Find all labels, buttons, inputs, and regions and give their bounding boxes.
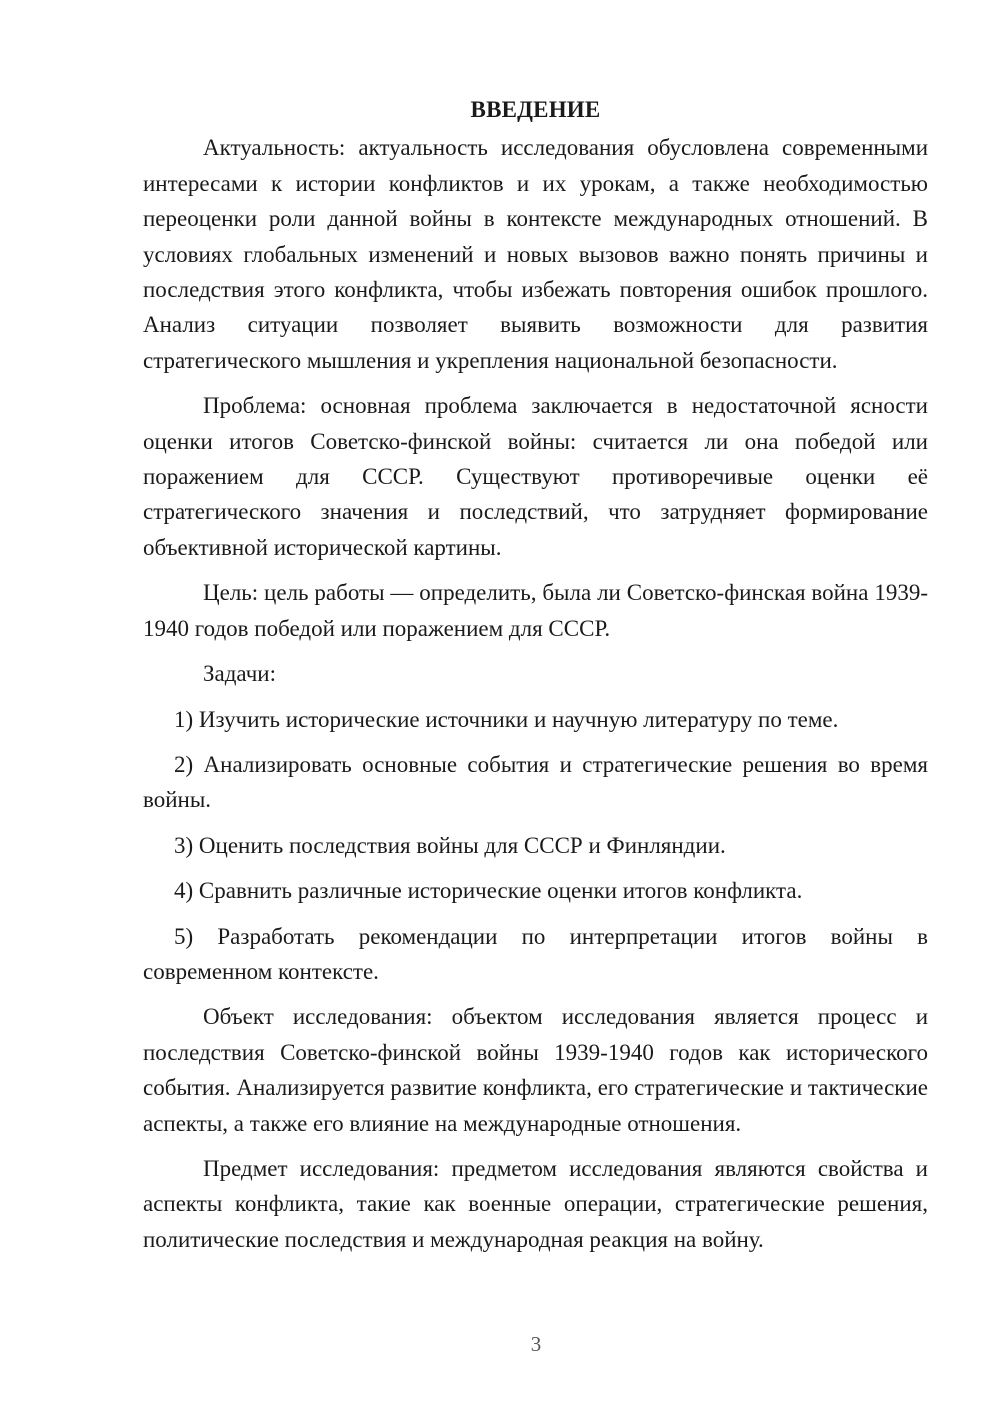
page-number: 3 — [530, 1332, 542, 1356]
section-heading: ВВЕДЕНИЕ — [470, 97, 601, 122]
document-body — [143, 92, 928, 1267]
task-item-3: 3) Оценить последствия войны для СССР и Финляндии. — [174, 832, 726, 858]
paragraph-research-subject: Предмет исследования: предметом исследования являются свойства и аспекты конфликта, такие как военные операции, стратегические решения, политические последствия и международная реакция на войну. — [143, 1155, 928, 1252]
paragraph-relevance: Актуальность: актуальность исследования обусловлена современными интересами к истории конфликтов и их урокам, а также необходимостью переоценки роли данной войны в контексте международных отношений. В условиях глобальных изменений и новых вызовов важно понять причины и последствия этого конфликта, чтобы избежать повторения ошибок прошлого. Анализ ситуации позволяет выявить возможности для развития стратегического мышления и укрепления национальной безопасности. — [143, 135, 928, 373]
paragraph-goal: Цель: цель работы — определить, была ли Советско-финская война 1939-1940 годов победой или поражением для СССР. — [143, 580, 928, 641]
task-item-4: 4) Сравнить различные исторические оценки итогов конфликта. — [174, 878, 803, 904]
paragraph-research-object: Объект исследования: объектом исследования является процесс и последствия Советско-финской войны 1939-1940 годов как исторического события. Анализируется развитие конфликта, его стратегические и тактические аспекты, а также его влияние на международные отношения. — [143, 1004, 928, 1136]
task-item-1: 1) Изучить исторические источники и научную литературу по теме. — [174, 706, 839, 732]
task-item-5: 5) Разработать рекомендации по интерпретации итогов войны в современном контексте. — [143, 923, 928, 984]
paragraph-problem: Проблема: основная проблема заключается в недостаточной ясности оценки итогов Советско-финской войны: считается ли она победой или поражением для СССР. Существуют противоречивые оценки её стратегического значения и последствий, что затрудняет формирование объективной исторической картины. — [143, 393, 928, 560]
paragraph-tasks-label: Задачи: — [203, 661, 276, 687]
task-item-2: 2) Анализировать основные события и стратегические решения во время войны. — [143, 751, 928, 813]
